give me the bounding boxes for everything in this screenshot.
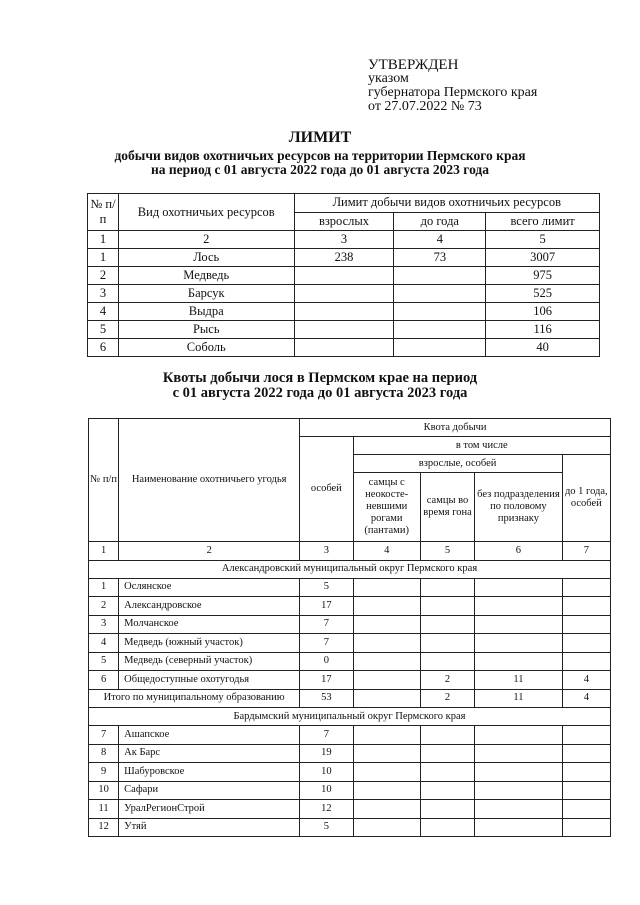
row-males-velvet — [353, 744, 420, 763]
colnum: 4 — [353, 542, 420, 561]
limit-title: ЛИМИТ — [288, 129, 352, 146]
row-males-rut: 2 — [420, 671, 474, 690]
row-no-sex — [475, 615, 563, 634]
row-species: Рысь — [118, 321, 294, 339]
row-males-velvet — [353, 671, 420, 690]
row-no-sex — [475, 634, 563, 653]
table-row — [88, 339, 600, 357]
table-row — [89, 800, 611, 819]
colnum: 3 — [300, 542, 353, 561]
quota-title-line-2: с 01 августа 2022 года до 01 августа 2023 года — [172, 385, 468, 401]
row-num: 2 — [89, 597, 119, 616]
quota-header-total: особей — [300, 437, 353, 542]
row-num: 5 — [89, 652, 119, 671]
subtotal-under-year: 4 — [562, 689, 610, 708]
row-num: 3 — [88, 285, 119, 303]
row-males-rut — [420, 800, 474, 819]
limit-colnum-row — [88, 231, 600, 249]
subtotal-males-velvet — [353, 689, 420, 708]
row-adults — [294, 339, 394, 357]
row-males-rut — [420, 615, 474, 634]
row-species: Барсук — [118, 285, 294, 303]
row-no-sex — [475, 800, 563, 819]
approval-stamp — [368, 58, 537, 114]
row-males-rut — [420, 652, 474, 671]
row-no-sex — [475, 726, 563, 745]
row-males-rut — [420, 634, 474, 653]
row-no-sex — [475, 578, 563, 597]
table-row — [88, 267, 600, 285]
row-no-sex — [475, 763, 563, 782]
row-total: 525 — [486, 285, 600, 303]
row-total: 0 — [300, 652, 353, 671]
approval-line-2: указом — [368, 71, 409, 86]
row-name: Сафари — [119, 781, 300, 800]
row-total: 975 — [486, 267, 600, 285]
colnum: 1 — [89, 542, 119, 561]
row-under-year — [394, 267, 486, 285]
table-row — [89, 818, 611, 837]
row-no-sex — [475, 597, 563, 616]
colnum: 6 — [475, 542, 563, 561]
row-name: Утяй — [119, 818, 300, 837]
row-no-sex — [475, 781, 563, 800]
row-males-velvet — [353, 597, 420, 616]
quota-header-males-velvet: самцы с неокосте-невшими рогами (пантами) — [353, 473, 420, 542]
row-males-velvet — [353, 578, 420, 597]
row-num: 4 — [88, 303, 119, 321]
limit-subtitle-line-1: добычи видов охотничьих ресурсов на территории Пермского края — [114, 148, 526, 163]
row-males-rut — [420, 578, 474, 597]
row-under-year — [562, 744, 610, 763]
row-males-rut — [420, 818, 474, 837]
quota-header-adults: взрослые, особей — [353, 455, 562, 473]
row-num: 6 — [89, 671, 119, 690]
table-row — [88, 249, 600, 267]
row-num: 2 — [88, 267, 119, 285]
row-num: 8 — [89, 744, 119, 763]
row-name: Ашапское — [119, 726, 300, 745]
colnum: 3 — [294, 231, 394, 249]
table-row — [89, 578, 611, 597]
row-adults — [294, 285, 394, 303]
row-num: 3 — [89, 615, 119, 634]
row-males-velvet — [353, 615, 420, 634]
row-under-year — [394, 303, 486, 321]
table-row — [89, 615, 611, 634]
table-row — [89, 652, 611, 671]
limit-subtitle — [60, 149, 580, 177]
row-under-year — [562, 763, 610, 782]
colnum: 2 — [119, 542, 300, 561]
row-no-sex — [475, 818, 563, 837]
row-under-year: 4 — [562, 671, 610, 690]
row-total: 7 — [300, 615, 353, 634]
row-under-year — [562, 726, 610, 745]
section-header: Александровский муниципальный округ Пермского края — [89, 560, 611, 578]
row-males-velvet — [353, 652, 420, 671]
table-row — [89, 744, 611, 763]
row-males-velvet — [353, 818, 420, 837]
row-num: 4 — [89, 634, 119, 653]
row-total: 106 — [486, 303, 600, 321]
row-under-year — [562, 800, 610, 819]
quota-header-under-year: до 1 года, особей — [562, 455, 610, 542]
limit-header-adults: взрослых — [294, 212, 394, 231]
row-total: 17 — [300, 597, 353, 616]
approval-line-3: губернатора Пермского края — [368, 85, 538, 100]
row-adults — [294, 303, 394, 321]
table-row — [89, 597, 611, 616]
row-under-year — [562, 781, 610, 800]
row-total: 5 — [300, 818, 353, 837]
subtotal-total: 53 — [300, 689, 353, 708]
approval-line-4: от 27.07.2022 № 73 — [368, 99, 482, 114]
quota-header-no-sex: без подразделения по половому признаку — [475, 473, 563, 542]
row-total: 10 — [300, 763, 353, 782]
quota-header-group: Квота добычи — [300, 419, 611, 437]
row-name: Ак Барс — [119, 744, 300, 763]
row-name: Ослянское — [119, 578, 300, 597]
table-row — [88, 285, 600, 303]
row-males-rut — [420, 726, 474, 745]
row-total: 3007 — [486, 249, 600, 267]
row-under-year — [562, 615, 610, 634]
colnum: 4 — [394, 231, 486, 249]
approval-line-1: УТВЕРЖДЕН — [368, 57, 459, 73]
colnum: 7 — [562, 542, 610, 561]
table-row — [89, 763, 611, 782]
row-under-year — [562, 818, 610, 837]
row-total: 5 — [300, 578, 353, 597]
row-total: 12 — [300, 800, 353, 819]
quota-header-males-rut: самцы во время гона — [420, 473, 474, 542]
row-name: Медведь (южный участок) — [119, 634, 300, 653]
quota-header-num: № п/п — [89, 419, 119, 542]
colnum: 1 — [88, 231, 119, 249]
row-name: Шабуровское — [119, 763, 300, 782]
row-total: 19 — [300, 744, 353, 763]
row-name: Александровское — [119, 597, 300, 616]
row-num: 11 — [89, 800, 119, 819]
row-total: 10 — [300, 781, 353, 800]
subtotal-males-rut: 2 — [420, 689, 474, 708]
row-males-velvet — [353, 726, 420, 745]
row-total: 7 — [300, 634, 353, 653]
row-num: 10 — [89, 781, 119, 800]
subtotal-label: Итого по муниципальному образованию — [89, 689, 300, 708]
row-no-sex — [475, 744, 563, 763]
table-row — [89, 671, 611, 690]
row-num: 5 — [88, 321, 119, 339]
row-name: Общедоступные охотугодья — [119, 671, 300, 690]
row-males-velvet — [353, 634, 420, 653]
subtotal-no-sex: 11 — [475, 689, 563, 708]
limit-header-total: всего лимит — [486, 212, 600, 231]
limit-header-species: Вид охотничьих ресурсов — [118, 194, 294, 231]
row-species: Медведь — [118, 267, 294, 285]
row-males-rut — [420, 781, 474, 800]
quota-header-of-which: в том числе — [353, 437, 611, 455]
row-under-year — [394, 321, 486, 339]
row-total: 17 — [300, 671, 353, 690]
table-row — [89, 726, 611, 745]
row-name: УралРегионСтрой — [119, 800, 300, 819]
limit-header-num: № п/п — [88, 194, 119, 231]
row-total: 7 — [300, 726, 353, 745]
row-adults — [294, 321, 394, 339]
row-num: 1 — [88, 249, 119, 267]
row-num: 12 — [89, 818, 119, 837]
row-under-year — [394, 285, 486, 303]
quota-colnum-row — [89, 542, 611, 561]
row-males-velvet — [353, 781, 420, 800]
colnum: 2 — [118, 231, 294, 249]
row-name: Молчанское — [119, 615, 300, 634]
limit-table — [87, 193, 600, 357]
limit-header-under-year: до года — [394, 212, 486, 231]
row-species: Лось — [118, 249, 294, 267]
row-under-year — [562, 578, 610, 597]
row-name: Медведь (северный участок) — [119, 652, 300, 671]
row-males-velvet — [353, 763, 420, 782]
row-under-year — [562, 634, 610, 653]
table-row — [89, 634, 611, 653]
row-under-year: 73 — [394, 249, 486, 267]
row-num: 1 — [89, 578, 119, 597]
limit-header-group: Лимит добычи видов охотничьих ресурсов — [294, 194, 599, 213]
row-adults: 238 — [294, 249, 394, 267]
quota-header-name: Наименование охотничьего угодья — [119, 419, 300, 542]
row-species: Выдра — [118, 303, 294, 321]
row-under-year — [562, 597, 610, 616]
quota-title — [60, 371, 580, 401]
row-males-rut — [420, 597, 474, 616]
row-num: 6 — [88, 339, 119, 357]
quota-table — [88, 418, 611, 837]
row-no-sex — [475, 652, 563, 671]
row-males-velvet — [353, 800, 420, 819]
row-num: 9 — [89, 763, 119, 782]
colnum: 5 — [486, 231, 600, 249]
colnum: 5 — [420, 542, 474, 561]
table-row — [88, 303, 600, 321]
limit-subtitle-line-2: на период с 01 августа 2022 года до 01 августа 2023 года — [150, 162, 490, 177]
row-no-sex: 11 — [475, 671, 563, 690]
subtotal-row — [89, 689, 611, 708]
quota-title-line-1: Квоты добычи лося в Пермском крае на период — [162, 370, 478, 386]
row-males-rut — [420, 744, 474, 763]
row-total: 40 — [486, 339, 600, 357]
row-males-rut — [420, 763, 474, 782]
row-species: Соболь — [118, 339, 294, 357]
row-num: 7 — [89, 726, 119, 745]
row-under-year — [394, 339, 486, 357]
row-total: 116 — [486, 321, 600, 339]
table-row — [88, 321, 600, 339]
section-header: Бардымский муниципальный округ Пермского края — [89, 708, 611, 726]
row-under-year — [562, 652, 610, 671]
row-adults — [294, 267, 394, 285]
table-row — [89, 781, 611, 800]
